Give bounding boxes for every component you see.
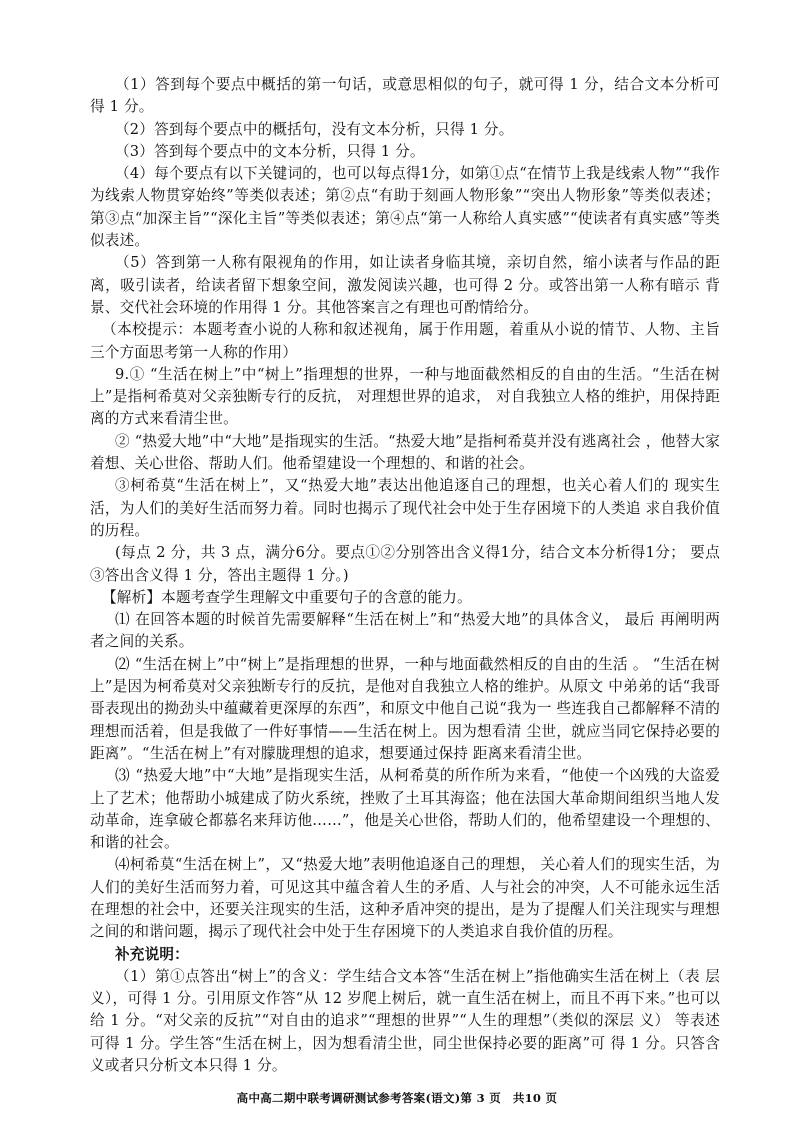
analysis-2: ⑵ “生活在树上”中“树上”是指理想的世界，一种与地面截然相反的自由的生活 。 “生活在树上”是因为柯希莫对父亲独断专行的反抗，是他对自我独立人格的维护。从原文 中弟弟的话“我哥哥表现出的拗劲头中蕴藏着更深厚的东西”，和原文中他自己说“我为一 些连我自己都解释不清的理想而活着，但是我做了一件好事情——生活在树上。因为想看清 尘世，就应当同它保持必要的距离”。“生活在树上”有对朦胧理想的追求，想要通过保持 距离来看清尘世。 [90, 655, 720, 762]
q9-point-2: ② “热爱大地”中“大地”是指现实的生活。“热爱大地”是指柯希莫并没有逃离社会 ，他替大家着想、关心世俗、帮助人们。他希望建设一个理想的、和谐的社会。 [90, 432, 720, 473]
analysis-1: ⑴ 在回答本题的时候首先需要解释“生活在树上”和“热爱大地”的具体含义， 最后 再阐明两者之间的关系。 [90, 611, 720, 651]
scoring-rule-3: （3）答到每个要点中的文本分析，只得 1 分。 [115, 142, 425, 160]
scoring-rule-2: （2）答到每个要点中的概括句，没有文本分析，只得 1 分。 [115, 120, 514, 138]
scoring-rule-1: （1）答到每个要点中概括的第一句话，或意思相似的句子，就可得 1 分，结合文本分析可得 1 分。 [90, 76, 720, 116]
analysis-4: ⑷柯希莫“生活在树上”，又“热爱大地”表明他追逐自己的理想， 关心着人们的现实生活，为人们的美好生活而努力着，可见这其中蕴含着人生的矛盾、人与社会的冲突，人不可能永远生活在理想的社会中，还要关注现实的生活，这种矛盾冲突的提出，是为了提醒人们关注现实与理想之间的和谐问题，揭示了现代社会中处于生存困境下的人类追求自我价值的历程。 [90, 856, 720, 941]
school-tip: （本校提示：本题考查小说的人称和叙述视角，属于作用题，着重从小说的情节、人物、主旨三个方面思考第一人称的作用） [90, 321, 720, 361]
scoring-rule-5: （5）答到第一人称有限视角的作用，如让读者身临其境，亲切自然，缩小读者与作品的距离，吸引读者，给读者留下想象空间，激发阅读兴趣，也可得 2 分。或答出第一人称有暗示 背景、交代社会环境的作用得 1 分。其他答案言之有理也可酌情给分。 [90, 254, 720, 316]
q9-point-1: 9.① “生活在树上”中“树上”指理想的世界，一种与地面截然相反的自由的生活。“生活在树上”是指柯希莫对父亲独断专行的反抗， 对理想世界的追求， 对自我独立人格的维护，用保持距离的方式来看清尘世。 [90, 365, 720, 428]
answer-key-body [90, 74, 720, 1077]
q9-scoring: (每点 2 分，共 3 点，满分6分。要点①②分别答出含义得1分，结合文本分析得1分； 要点③答出含义得 1 分，答出主题得 1 分。) [90, 544, 720, 584]
q9-point-3: ③柯希莫“生活在树上”，又“热爱大地”表达出他追逐自己的理想，也关心着人们的 现实生活，为人们的美好生活而努力着。同时也揭示了现代社会中处于生存困境下的人类追 求自我价值的历程。 [90, 477, 720, 539]
analysis-3: ⑶ “热爱大地”中“大地”是指现实生活，从柯希莫的所作所为来看，“他使一个凶残的大盗爱上了艺术；他帮助小城建成了防火系统，挫败了土耳其海盗；他在法国大革命期间组织当地人发动革命，连拿破仑都慕名来拜访他……”，他是关心世俗，帮助人们的，他希望建设一个理想的、和谐的社会。 [90, 767, 720, 852]
supplement-heading: 补充说明： [115, 945, 189, 963]
supplement-1: （1）第①点答出“树上”的含义：学生结合文本答“生活在树上”指他确实生活在树上（表 层义），可得 1 分。引用原文作答“从 12 岁爬上树后，就一直生活在树上，而且不再下来。”也可以给 1 分。“对父亲的反抗”“对自由的追求”“理想的世界”“人生的理想”（类似的深层 义） 等表述可得 1 分。学生答“生活在树上，因为想看清尘世，同尘世保持必要的距离”可 得 1 分。只答含义或者只分析文本只得 1 分。 [90, 967, 720, 1075]
analysis-heading: 【解析】本题考查学生理解文中重要句子的含意的能力。 [102, 588, 472, 606]
scoring-rule-4: （4）每个要点有以下关键词的，也可以每点得1分，如第①点“在情节上我是线索人物”“我作为线索人物贯穿始终”等类似表述；第②点“有助于刻画人物形象”“突出人物形象”等类似表述；第③点“加深主旨”“深化主旨”等类似表述；第④点“第一人称给人真实感”“使读者有真实感”等类似表述。 [90, 165, 720, 250]
page-footer: 高中高二期中联考调研测试参考答案(语文)第 3 页 共10 页 [236, 1091, 558, 1105]
